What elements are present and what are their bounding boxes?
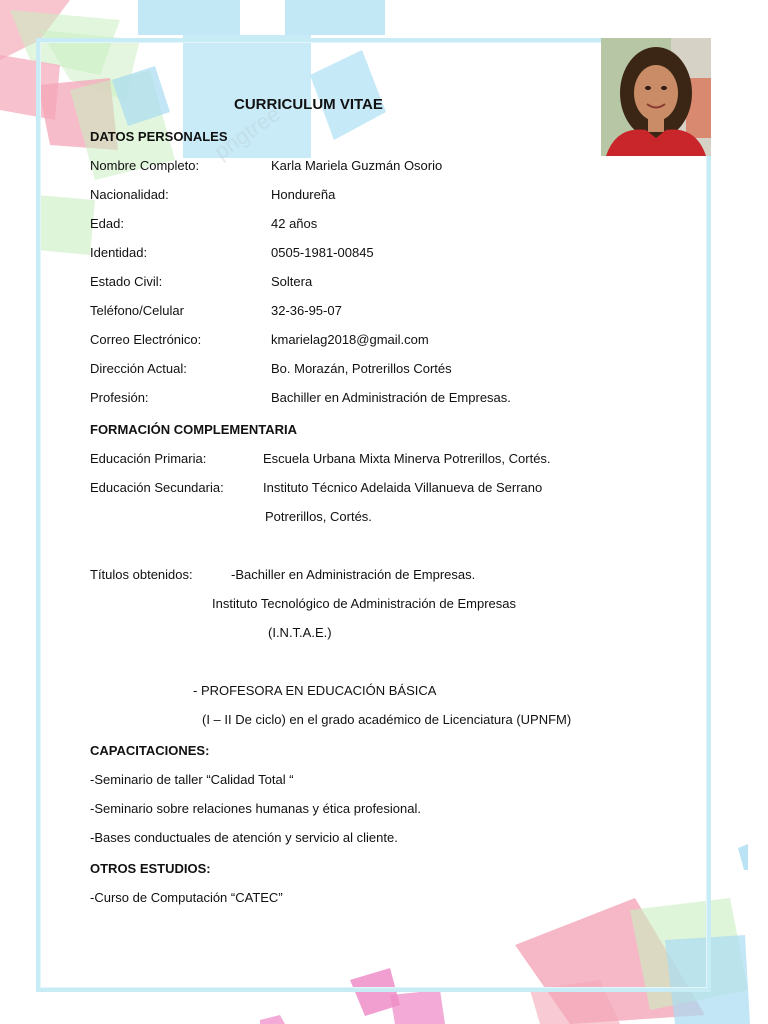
label-phone: Teléfono/Celular — [90, 303, 184, 318]
label-civil-status: Estado Civil: — [90, 274, 163, 289]
value-phone: 32-36-95-07 — [271, 303, 342, 318]
value-secondary-education-city: Potrerillos, Cortés. — [265, 509, 372, 524]
training-item: -Seminario sobre relaciones humanas y ética profesional. — [90, 801, 421, 816]
document-title: CURRICULUM VITAE — [234, 96, 383, 113]
value-secondary-education: Instituto Técnico Adelaida Villanueva de Serrano — [263, 480, 543, 495]
section-heading-personal: DATOS PERSONALES — [90, 129, 228, 144]
value-primary-education: Escuela Urbana Mixta Minerva Potrerillos, Cortés. — [263, 451, 551, 466]
label-titles: Títulos obtenidos: — [90, 567, 193, 582]
label-primary-education: Educación Primaria: — [90, 451, 207, 466]
label-profession: Profesión: — [90, 390, 149, 405]
title-bachelor-institute: Instituto Tecnológico de Administración de Empresas — [212, 596, 516, 611]
value-profession: Bachiller en Administración de Empresas. — [271, 390, 511, 405]
other-study-item: -Curso de Computación “CATEC” — [90, 890, 283, 905]
section-heading-other-studies: OTROS ESTUDIOS: — [90, 861, 211, 876]
section-heading-formation: FORMACIÓN COMPLEMENTARIA — [90, 422, 298, 437]
value-age: 42 años — [271, 216, 318, 231]
label-age: Edad: — [90, 216, 124, 231]
value-civil-status: Soltera — [271, 274, 313, 289]
value-full-name: Karla Mariela Guzmán Osorio — [271, 158, 443, 173]
title-professor: - PROFESORA EN EDUCACIÓN BÁSICA — [193, 683, 437, 698]
label-email: Correo Electrónico: — [90, 332, 202, 347]
label-full-name: Nombre Completo: — [90, 158, 200, 173]
label-secondary-education: Educación Secundaria: — [90, 480, 224, 495]
label-nationality: Nacionalidad: — [90, 187, 169, 202]
label-address: Dirección Actual: — [90, 361, 187, 376]
training-item: -Seminario de taller “Calidad Total “ — [90, 772, 294, 787]
value-nationality: Hondureña — [271, 187, 336, 202]
value-identity: 0505-1981-00845 — [271, 245, 374, 260]
label-identity: Identidad: — [90, 245, 148, 260]
value-email: kmarielag2018@gmail.com — [271, 332, 429, 347]
title-bachelor: -Bachiller en Administración de Empresas. — [231, 567, 476, 582]
profile-photo — [601, 38, 711, 156]
title-bachelor-abbr: (I.N.T.A.E.) — [268, 625, 332, 640]
value-address: Bo. Morazán, Potrerillos Cortés — [271, 361, 452, 376]
watermark: pngtree — [209, 100, 285, 165]
section-heading-training: CAPACITACIONES: — [90, 743, 210, 758]
title-professor-detail: (I – II De ciclo) en el grado académico de Licenciatura (UPNFM) — [202, 712, 572, 727]
training-item: -Bases conductuales de atención y servicio al cliente. — [90, 830, 398, 845]
